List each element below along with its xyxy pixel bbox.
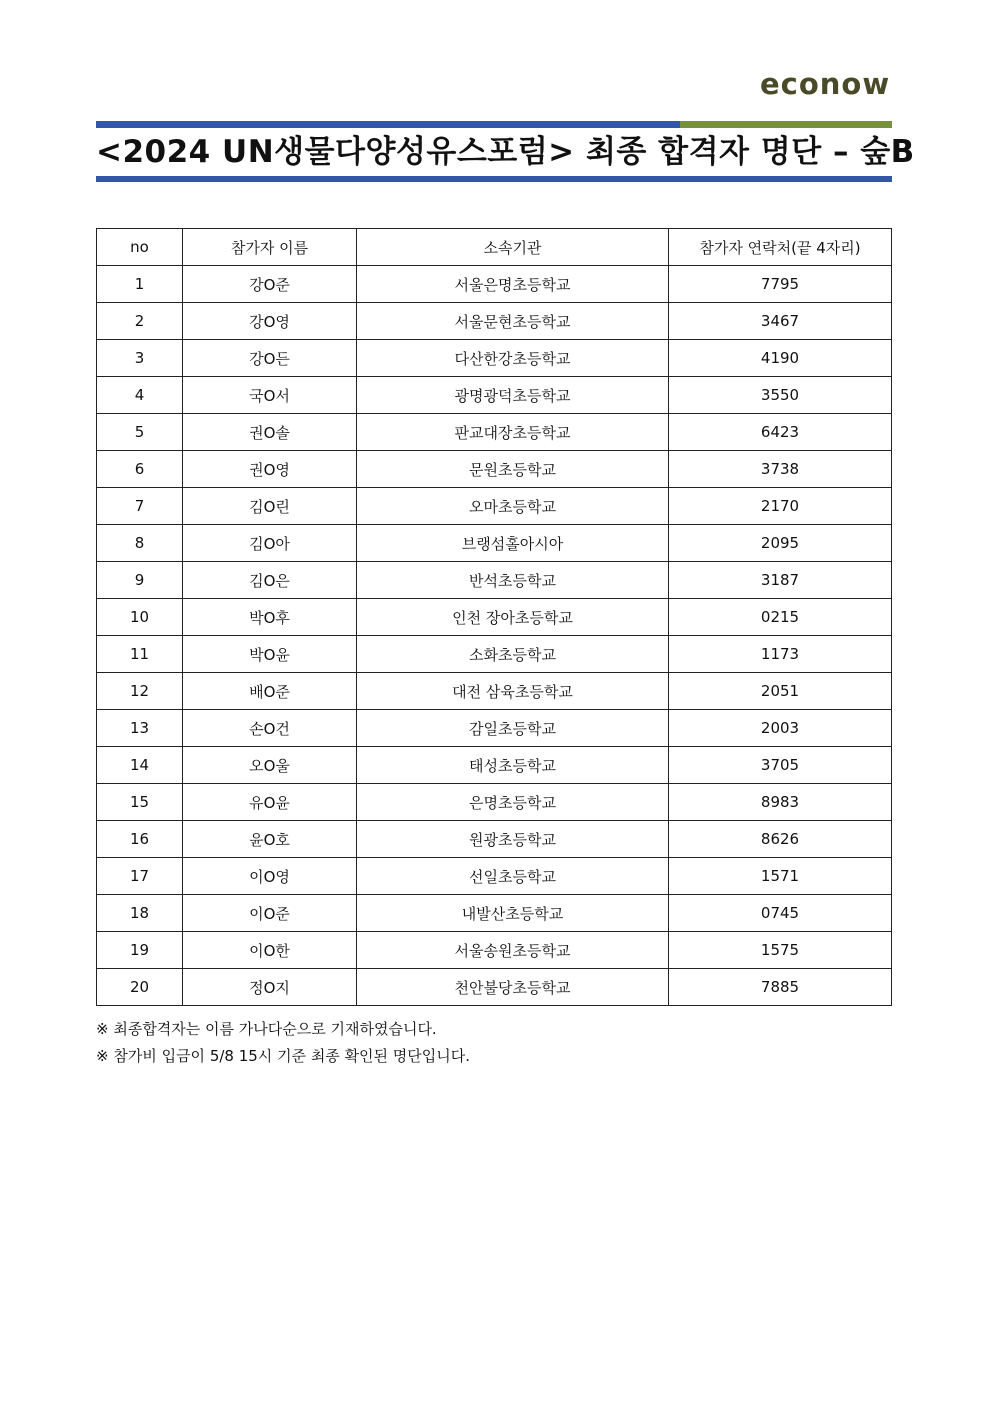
cell-organization: 문원초등학교 [357,451,669,488]
cell-name: 이O준 [183,895,357,932]
cell-contact: 2003 [669,710,892,747]
cell-contact: 7795 [669,266,892,303]
cell-name: 오O울 [183,747,357,784]
cell-no: 13 [97,710,183,747]
title-top-bar-blue [96,121,680,128]
cell-contact: 1173 [669,636,892,673]
header-contact: 참가자 연락처(끝 4자리) [669,229,892,266]
cell-contact: 1575 [669,932,892,969]
cell-no: 10 [97,599,183,636]
cell-name: 강O든 [183,340,357,377]
table-row [97,340,892,377]
title-top-bar-green [680,121,892,128]
cell-organization: 선일초등학교 [357,858,669,895]
page-title: <2024 UN생물다양성유스포럼> 최종 합격자 명단 – 숲B [96,134,915,170]
cell-contact: 1571 [669,858,892,895]
cell-no: 17 [97,858,183,895]
cell-organization: 내발산초등학교 [357,895,669,932]
cell-name: 김O아 [183,525,357,562]
table-row [97,414,892,451]
cell-contact: 4190 [669,340,892,377]
table-row [97,969,892,1006]
cell-contact: 0745 [669,895,892,932]
cell-contact: 2051 [669,673,892,710]
cell-organization: 브랭섬홀아시아 [357,525,669,562]
table-row [97,821,892,858]
cell-no: 14 [97,747,183,784]
cell-organization: 다산한강초등학교 [357,340,669,377]
cell-no: 8 [97,525,183,562]
header-no: no [97,229,183,266]
table-row [97,895,892,932]
cell-no: 1 [97,266,183,303]
cell-organization: 은명초등학교 [357,784,669,821]
table-row [97,377,892,414]
cell-contact: 6423 [669,414,892,451]
cell-name: 이O한 [183,932,357,969]
cell-name: 김O린 [183,488,357,525]
cell-no: 20 [97,969,183,1006]
table-row [97,599,892,636]
table-row [97,266,892,303]
table-row [97,747,892,784]
cell-organization: 판교대장초등학교 [357,414,669,451]
table-row [97,858,892,895]
cell-no: 19 [97,932,183,969]
cell-contact: 2095 [669,525,892,562]
title-bottom-bar [96,176,892,182]
note-item: ※ 참가비 입금이 5/8 15시 기준 최종 확인된 명단입니다. [96,1047,471,1065]
cell-name: 국O서 [183,377,357,414]
cell-name: 강O영 [183,303,357,340]
cell-no: 9 [97,562,183,599]
cell-no: 3 [97,340,183,377]
cell-contact: 3187 [669,562,892,599]
cell-contact: 8626 [669,821,892,858]
cell-organization: 원광초등학교 [357,821,669,858]
cell-name: 김O은 [183,562,357,599]
cell-name: 이O영 [183,858,357,895]
cell-no: 11 [97,636,183,673]
cell-name: 박O윤 [183,636,357,673]
cell-contact: 3705 [669,747,892,784]
cell-organization: 감일초등학교 [357,710,669,747]
table-header-row [97,229,892,266]
header-name: 참가자 이름 [183,229,357,266]
cell-no: 4 [97,377,183,414]
table-row [97,784,892,821]
table-row [97,636,892,673]
cell-name: 배O준 [183,673,357,710]
cell-organization: 광명광덕초등학교 [357,377,669,414]
table-row [97,451,892,488]
cell-contact: 3467 [669,303,892,340]
cell-name: 유O윤 [183,784,357,821]
cell-organization: 반석초등학교 [357,562,669,599]
cell-name: 박O후 [183,599,357,636]
cell-name: 권O영 [183,451,357,488]
table-row [97,710,892,747]
header-organization: 소속기관 [357,229,669,266]
cell-contact: 8983 [669,784,892,821]
cell-organization: 서울은명초등학교 [357,266,669,303]
cell-contact: 7885 [669,969,892,1006]
notes [96,1016,470,1070]
cell-contact: 3738 [669,451,892,488]
cell-no: 15 [97,784,183,821]
note-item: ※ 최종합격자는 이름 가나다순으로 기재하였습니다. [96,1020,437,1038]
table-body [97,266,892,1006]
cell-name: 정O지 [183,969,357,1006]
table-row [97,525,892,562]
cell-contact: 2170 [669,488,892,525]
table-row [97,673,892,710]
table-row [97,562,892,599]
cell-no: 6 [97,451,183,488]
econow-logo: econow [760,67,891,101]
table-row [97,932,892,969]
cell-contact: 3550 [669,377,892,414]
cell-name: 손O건 [183,710,357,747]
cell-organization: 서울송원초등학교 [357,932,669,969]
cell-name: 권O솔 [183,414,357,451]
cell-organization: 천안불당초등학교 [357,969,669,1006]
cell-contact: 0215 [669,599,892,636]
participant-table [96,228,892,1006]
cell-name: 윤O호 [183,821,357,858]
table-row [97,303,892,340]
cell-organization: 인천 장아초등학교 [357,599,669,636]
cell-organization: 소화초등학교 [357,636,669,673]
cell-no: 7 [97,488,183,525]
cell-no: 12 [97,673,183,710]
cell-organization: 대전 삼육초등학교 [357,673,669,710]
cell-no: 5 [97,414,183,451]
cell-no: 18 [97,895,183,932]
cell-organization: 태성초등학교 [357,747,669,784]
cell-organization: 서울문현초등학교 [357,303,669,340]
table-row [97,488,892,525]
cell-no: 16 [97,821,183,858]
cell-name: 강O준 [183,266,357,303]
cell-no: 2 [97,303,183,340]
cell-organization: 오마초등학교 [357,488,669,525]
